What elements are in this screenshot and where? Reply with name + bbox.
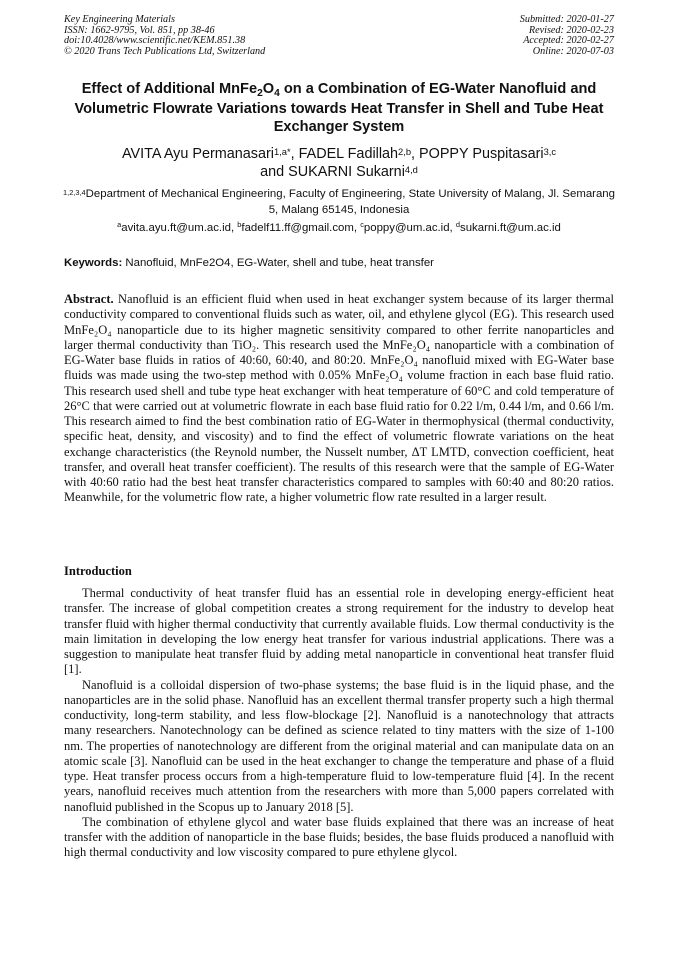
- author: [288, 164, 418, 180]
- author-affil-mark: 2,b: [398, 147, 412, 157]
- paper-title: [60, 80, 618, 136]
- abstract-label: Abstract.: [64, 292, 114, 306]
- title-part: Effect of Additional MnFe: [81, 81, 258, 97]
- introduction-body: [64, 586, 614, 861]
- email-mark: c: [360, 220, 364, 229]
- paragraph: Nanofluid is a colloidal dispersion of two-phase systems; the base fluid is in the liquid phase, and the nanoparticles are in the solid phase. Nanofluid has an excellent thermal transfer property such a high thermal conductivity, long-term stability, and less flow-blockage [2]. Nanofluid is a nanotechnology that attracts many researchers. Nanotechnology can be defined as science related to tiny matters with the size of 1-100 nm. The properties of nanotechnology are different from the original material and can manipulate data on an atomic scale [3]. Nanofluid can be used in the heat exchanger to change the temperature and phase of a fluid type. Heat transfer process occurs from a high-temperature fluid to low-temperature fluid [4]. In the recent years, nanofluid receives much attention from the researchers with more than 5,000 papers correlated with nanofluid published in the Scopus up to January 2018 [5].: [64, 677, 614, 814]
- section-heading-introduction: Introduction: [64, 564, 132, 578]
- title-subscript: 4: [274, 88, 280, 99]
- keywords-text: Nanofluid, MnFe2O4, EG-Water, shell and tube, heat transfer: [122, 257, 434, 269]
- email[interactable]: poppy@um.ac.id,: [363, 222, 456, 234]
- separator: ,: [411, 146, 420, 162]
- paragraph: Thermal conductivity of heat transfer fluid has an essential role in developing energy-efficient heat transfer. The increase of global competition creates a strong requirement for the industry to develop heat transfer fluid with higher thermal conductivity that currently available fluids. Low thermal conductivity is the main limitation in developing the low energy heat transfer for various industrial applications. There was a suggestion to manipulate heat transfer fluid by adding metal nanoparticle in conventional heat transfer fluid [1].: [64, 586, 614, 677]
- author-affil-mark: 3,c: [543, 147, 557, 157]
- email[interactable]: fadelf11.ff@gmail.com,: [241, 222, 361, 234]
- affil-mark: 1,2,3,4: [63, 188, 86, 197]
- author-affil-mark: 1,a*: [273, 147, 291, 157]
- dates-info: [520, 15, 614, 57]
- abstract: [64, 292, 614, 506]
- journal-name: Key Engineering Materials: [64, 14, 175, 25]
- submitted-date: Submitted: 2020-01-27: [519, 14, 614, 25]
- email[interactable]: avita.ayu.ft@um.ac.id,: [121, 222, 238, 234]
- author-name: FADEL Fadillah: [298, 146, 399, 162]
- keywords: [64, 257, 434, 269]
- affil-text: Department of Mechanical Engineering, Faculty of Engineering, State University of Malang, Jl. Semarang 5, Malang 65145, Indonesia: [85, 188, 615, 216]
- separator: ,: [290, 146, 299, 162]
- author-name: SUKARNI Sukarni: [288, 163, 405, 180]
- keywords-label: Keywords:: [64, 257, 123, 269]
- author-list: [60, 146, 618, 181]
- email-mark: b: [237, 220, 242, 229]
- author-name: POPPY Puspitasari: [419, 146, 544, 162]
- paragraph: The combination of ethylene glycol and water base fluids explained that there was an increase of heat transfer with the addition of nanoparticle in the base fluids; besides, the base fluids produced a nanofluid with high thermal conductivity and low viscosity compared to pure ethylene glycol.: [64, 814, 614, 860]
- email-mark: d: [455, 220, 461, 229]
- author-name: AVITA Ayu Permanasari: [121, 146, 274, 162]
- email[interactable]: sukarni.ft@um.ac.id: [460, 222, 561, 234]
- revised-date: Revised: 2020-02-23: [528, 24, 614, 36]
- title-part: O: [262, 81, 275, 97]
- email-mark: a: [117, 220, 122, 229]
- affiliation: [60, 187, 618, 218]
- doi: doi:10.4028/www.scientific.net/KEM.851.38: [64, 35, 246, 47]
- author: [419, 146, 556, 162]
- title-subscript: 2: [257, 88, 263, 99]
- issn: ISSN: 1662-9795, Vol. 851, pp 38-46: [64, 24, 215, 36]
- accepted-date: Accepted: 2020-02-27: [523, 35, 614, 47]
- journal-info: [64, 15, 265, 57]
- copyright: © 2020 Trans Tech Publications Ltd, Switzerland: [64, 45, 266, 57]
- online-date: Online: 2020-07-03: [532, 45, 614, 57]
- title-part: on a Combination of EG-Water Nanofluid and Volumetric Flowrate Variations towards Heat Transfer in Shell and Tube Heat Exchanger System: [74, 81, 604, 135]
- author: [122, 146, 299, 162]
- abstract-text: Nanofluid is an efficient fluid when used in heat exchanger system because of its larger thermal conductivity compared to conventional fluids such as water, oil, and ethylene glycol (EG). This research used MnFe₂O₄ nanoparticle due to its higher magnetic sensitivity compared to other ferrite nanoparticles and larger thermal conductivity than TiO₂. This research used the MnFe₂O₄ nanoparticle with a combination of EG-Water base fluids in ratios of 40:60, 60:40, and 80:20. MnFe₂O₄ nanofluid mixed with EG-Water base fluids was made using the two-step method with 0.05% MnFe₂O₄ volume fraction in each base fluid ratio. This research used shell and tube type heat exchanger with heat temperature of 60°C and cold temperature of 26°C that were carried out at volumetric flowrate in each base fluid ratio for 0.22 l/m, 0.44 l/m, and 0.66 l/m. This research aimed to find the best combination ratio of EG-Water in thermophysical (thermal conductivity, specific heat, density, and viscosity) and to find the effect of volumetric flowrate variations on the heat exchange characteristics (the Reynold number, the Nusselt number, ΔT LMTD, convection coefficient, heat transfer, and overall heat transfer coefficient). The results of this research were that the sample of EG-Water with 40:60 ratio had the best heat transfer characteristics compared to samples with 60:40 and 80:20 ratios. Meanwhile, for the volumetric flow rate, a higher volumetric flow rate resulted in a larger result.: [64, 292, 614, 505]
- author-affil-mark: 4,d: [404, 164, 418, 175]
- separator: and: [260, 163, 289, 180]
- author: [299, 146, 419, 162]
- email-list: [60, 222, 618, 234]
